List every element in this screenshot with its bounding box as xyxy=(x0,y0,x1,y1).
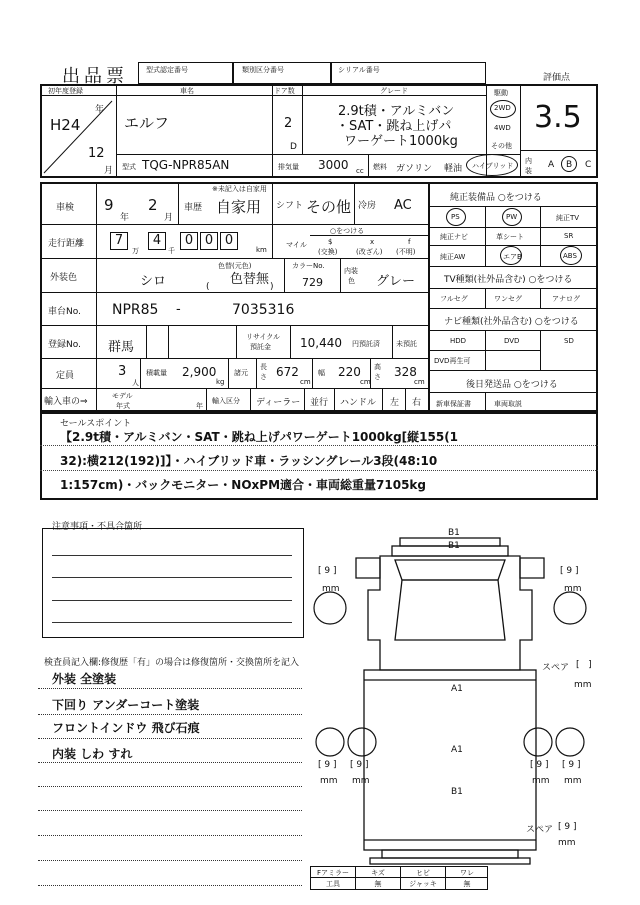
length-label-2: さ xyxy=(260,373,267,381)
serial-label: シリアル番号 xyxy=(338,66,380,74)
after-warranty: 新車保証書 xyxy=(436,400,471,408)
option-pw: PW xyxy=(506,213,518,221)
door-count: 2 xyxy=(284,116,293,131)
tv-analog: アナログ xyxy=(552,295,580,303)
width-unit: cm xyxy=(360,378,371,386)
legend-r-3: ジャッキ xyxy=(409,880,437,888)
fuel-diesel: 軽油 xyxy=(444,164,463,174)
mileage-circle-note: ○をつける xyxy=(330,227,365,235)
ac-label: 冷房 xyxy=(358,201,377,211)
mark-b1-top: B1 xyxy=(448,528,460,538)
mileage-digit-5: 0 xyxy=(220,232,238,250)
displacement-label: 排気量 xyxy=(278,163,299,171)
inspection-year: 9 xyxy=(104,196,114,214)
interior-color-label-2: 色 xyxy=(348,277,355,285)
spare-top-bracket: [ ] xyxy=(576,660,592,670)
grade-label: グレード xyxy=(380,87,408,95)
legend-r-2: 無 xyxy=(374,880,382,888)
model-label: 型式 xyxy=(122,163,136,171)
mileage-modified: (改ざん) xyxy=(356,248,383,256)
tv-title: TV種類(社外品含む) ○をつける xyxy=(444,275,573,285)
truck-diagram xyxy=(300,520,600,880)
handle-right: 右 xyxy=(412,398,422,408)
car-history-value: 自家用 xyxy=(216,198,262,216)
fuel-hybrid: ハイブリッド xyxy=(472,162,514,170)
spare-bottom-mm: mm xyxy=(558,838,576,848)
drive-2wd: 2WD xyxy=(494,104,511,112)
spare-top-mm: mm xyxy=(574,680,592,690)
mileage-sen-unit: 千 xyxy=(168,247,175,255)
tire-fr-mm: mm xyxy=(564,584,582,594)
mileage-km-unit: km xyxy=(256,246,267,254)
color-change-paren-close: ) xyxy=(270,282,274,292)
chassis-dash: - xyxy=(176,302,181,317)
tv-fullseg: フルセグ xyxy=(440,295,468,303)
mileage-digit-2: 4 xyxy=(148,232,166,250)
color-no-value: 729 xyxy=(302,276,323,289)
width-value: 220 xyxy=(338,365,361,379)
mileage-dollar: $ xyxy=(328,238,333,246)
exterior-label: 外装色 xyxy=(50,273,78,283)
tire-rl-inner-value: [ 9 ] xyxy=(350,760,369,770)
after-title: 後日発送品 ○をつける xyxy=(466,380,558,390)
legend-h-2: キズ xyxy=(371,869,385,877)
tire-rr-outer-mm: mm xyxy=(564,776,582,786)
mileage-unknown: (不明) xyxy=(396,248,416,256)
grade-line-1: 2.9t積・アルミバン xyxy=(338,104,455,119)
cc-unit: cc xyxy=(356,167,364,175)
mark-b1-top-2: B1 xyxy=(448,541,460,551)
car-name-label: 車名 xyxy=(180,87,194,95)
tire-rear-right-inner xyxy=(524,728,552,756)
height-label-1: 高 xyxy=(374,363,381,371)
dvd-playback: DVD再生可 xyxy=(434,357,471,365)
chassis-prefix: NPR85 xyxy=(112,302,159,318)
navi-hdd: HDD xyxy=(450,337,467,345)
tire-fr-value: [ 9 ] xyxy=(560,566,579,576)
drive-4wd: 4WD xyxy=(494,124,511,132)
remark-3: フロントインドウ 飛び石痕 xyxy=(52,721,200,735)
interior-color-value: グレー xyxy=(376,274,416,289)
rating-value: 3.5 xyxy=(534,100,582,135)
color-change-paren-open: ( xyxy=(206,282,210,292)
interior-label-2: 装 xyxy=(525,167,532,175)
seats-unit: 人 xyxy=(132,379,139,387)
load-label: 積載量 xyxy=(146,369,167,377)
import-label: 輸入車の⇒ xyxy=(44,397,88,407)
legend-h-4: ワレ xyxy=(460,869,474,877)
door-suffix: D xyxy=(290,142,297,152)
mile-label: マイル xyxy=(286,241,307,249)
inspection-month: 2 xyxy=(148,196,158,214)
legend-h-1: Fアミラー xyxy=(316,869,350,877)
page-title: 出品票 xyxy=(62,66,128,87)
seats-label: 定員 xyxy=(56,371,75,381)
sales-point-label: セールスポイント xyxy=(60,419,132,429)
tire-fl-value: [ 9 ] xyxy=(318,566,337,576)
navi-sd: SD xyxy=(564,337,574,345)
tire-rl-inner-mm: mm xyxy=(352,776,370,786)
tire-rear-left-inner xyxy=(348,728,376,756)
dims-label: 諸元 xyxy=(234,369,248,377)
length-value: 672 xyxy=(276,365,299,379)
mileage-digit-3: 0 xyxy=(180,232,198,250)
navi-title: ナビ種類(社外品含む) ○をつける xyxy=(444,317,579,327)
interior-c: C xyxy=(585,160,592,170)
mileage-label: 走行距離 xyxy=(48,239,85,249)
interior-label-1: 内 xyxy=(525,157,532,165)
sales-point-line-3: 1:157cm)・バックモニター・NOxPM適合・車両総重量7105kg xyxy=(60,478,426,492)
option-aw: 純正AW xyxy=(440,253,466,261)
spare-bottom-value: [ 9 ] xyxy=(558,822,577,832)
first-reg-month-unit: 月 xyxy=(104,166,114,176)
option-tv: 純正TV xyxy=(556,214,580,222)
option-ps: PS xyxy=(451,213,460,221)
tire-rr-outer-value: [ 9 ] xyxy=(562,760,581,770)
model-cert-label: 型式認定番号 xyxy=(146,66,188,74)
displacement-value: 3000 xyxy=(318,158,349,172)
notes-label: 注意事項・不具合箇所 xyxy=(52,522,143,532)
tire-rr-inner-value: [ 9 ] xyxy=(530,760,549,770)
option-abs: ABS xyxy=(563,252,577,260)
legend-r-4: 無 xyxy=(463,880,471,888)
inspection-label: 車検 xyxy=(56,203,75,213)
chassis-number: 7035316 xyxy=(232,302,295,318)
remark-4: 内装 しわ すれ xyxy=(52,747,133,761)
after-manual: 車両取説 xyxy=(494,400,522,408)
import-dealer: ディーラー xyxy=(256,398,301,408)
model-year-label-1: モデル xyxy=(112,392,133,400)
first-reg-year-unit: 年 xyxy=(95,105,105,115)
model-year-label-2: 年式 xyxy=(116,402,130,410)
legend-r-1: 工具 xyxy=(326,880,340,888)
recycle-status: 円預託済 xyxy=(352,340,380,348)
first-reg-era: H24 xyxy=(50,116,81,134)
registration-label: 登録No. xyxy=(48,340,81,350)
grade-line-2: ・SAT・跳ね上げパ xyxy=(336,119,452,134)
mileage-digit-4: 0 xyxy=(200,232,218,250)
interior-color-label-1: 内装 xyxy=(344,267,358,275)
shift-value: その他 xyxy=(306,198,352,216)
height-unit: cm xyxy=(414,378,425,386)
chassis-label: 車台No. xyxy=(48,307,81,317)
fuel-label: 燃料 xyxy=(373,163,387,171)
length-label-1: 長 xyxy=(260,363,267,371)
length-unit: cm xyxy=(300,378,311,386)
doors-label: ドア数 xyxy=(274,87,295,95)
height-label-2: さ xyxy=(374,373,381,381)
car-history-label: 車歴 xyxy=(184,203,203,213)
recycle-label-2: 預託金 xyxy=(250,343,271,351)
mark-a1-mid: A1 xyxy=(451,684,463,694)
recycle-label-1: リサイクル xyxy=(246,333,281,341)
inspection-year-unit: 年 xyxy=(120,213,130,223)
sales-point-line-2: 32):横212(192)]】・ハイブリッド車・ラッシングレール3段(48:10 xyxy=(60,454,438,468)
sales-point-line-1: 【2.9t積・アルミバン・SAT・跳ね上げパワーゲート1000kg[縦155(1 xyxy=(60,430,459,444)
recycle-amount: 10,440 xyxy=(300,336,342,350)
color-no-label: カラーNo. xyxy=(292,262,325,270)
tv-oneseg: ワンセグ xyxy=(494,295,522,303)
drive-other: その他 xyxy=(491,142,512,150)
spare-bottom-label: スペア xyxy=(526,825,554,835)
options-title: 純正装備品 ○をつける xyxy=(450,193,542,203)
grade-line-3: ワーゲート1000kg xyxy=(344,134,458,149)
spare-top-label: スペア xyxy=(542,663,570,673)
handle-label: ハンドル xyxy=(340,398,377,408)
first-reg-label: 初年度登録 xyxy=(48,87,83,95)
mark-b1-bottom: B1 xyxy=(451,787,463,797)
remark-1: 外装 全塗装 xyxy=(52,672,117,686)
mark-a1-low: A1 xyxy=(451,745,463,755)
inspection-month-unit: 月 xyxy=(164,213,174,223)
tire-rr-inner-mm: mm xyxy=(532,776,550,786)
load-value: 2,900 xyxy=(182,365,217,379)
mileage-exchanged: (交換) xyxy=(318,248,338,256)
registration-value: 群馬 xyxy=(108,340,135,355)
mileage-f: f xyxy=(408,238,411,246)
rating-label: 評価点 xyxy=(543,73,571,83)
tire-rl-outer-value: [ 9 ] xyxy=(318,760,337,770)
remark-2: 下回り アンダーコート塗装 xyxy=(52,698,200,712)
interior-a: A xyxy=(548,160,555,170)
color-change-value: 色替無 xyxy=(230,272,270,287)
model-year-unit: 年 xyxy=(196,402,203,410)
model-value: TQG-NPR85AN xyxy=(142,158,230,172)
car-name: エルフ xyxy=(124,114,170,132)
first-reg-month: 12 xyxy=(88,146,105,161)
tire-fl-mm: mm xyxy=(322,584,340,594)
drive-label: 駆動 xyxy=(494,89,508,97)
option-navi: 純正ナビ xyxy=(440,233,468,241)
height-value: 328 xyxy=(394,365,417,379)
recycle-unpaid: 未預託 xyxy=(396,340,417,348)
width-label: 幅 xyxy=(318,369,325,377)
mileage-man-unit: 万 xyxy=(132,247,139,255)
navi-dvd: DVD xyxy=(504,337,520,345)
legend-h-3: ヒビ xyxy=(416,869,430,877)
option-sr: SR xyxy=(564,232,574,240)
tire-rear-left-outer xyxy=(316,728,344,756)
interior-b: B xyxy=(566,160,573,170)
tire-rl-outer-mm: mm xyxy=(320,776,338,786)
seats-value: 3 xyxy=(118,364,127,379)
fuel-gasoline: ガソリン xyxy=(396,164,433,174)
shift-label: シフト xyxy=(276,201,304,211)
import-type-label: 輸入区分 xyxy=(212,397,240,405)
tire-rear-right-outer xyxy=(556,728,584,756)
tire-front-left xyxy=(314,592,346,624)
color-change-label: 色替(元色) xyxy=(218,262,252,270)
option-leather: 革シート xyxy=(496,233,524,241)
load-unit: kg xyxy=(216,378,225,386)
handle-left: 左 xyxy=(390,398,400,408)
mileage-digit-1: 7 xyxy=(110,232,128,250)
mileage-x: x xyxy=(370,238,375,246)
tire-front-right xyxy=(554,592,586,624)
ac-value: AC xyxy=(394,198,412,213)
car-history-note: ※未記入は自家用 xyxy=(212,185,267,193)
inspector-label: 検査員記入欄:修復歴「有」の場合は修復箇所・交換箇所を記入 xyxy=(44,658,300,668)
category-label: 類別区分番号 xyxy=(242,66,284,74)
exterior-color: シロ xyxy=(140,274,167,289)
option-airbag: エアB xyxy=(503,253,522,261)
import-parallel: 並行 xyxy=(310,398,329,408)
